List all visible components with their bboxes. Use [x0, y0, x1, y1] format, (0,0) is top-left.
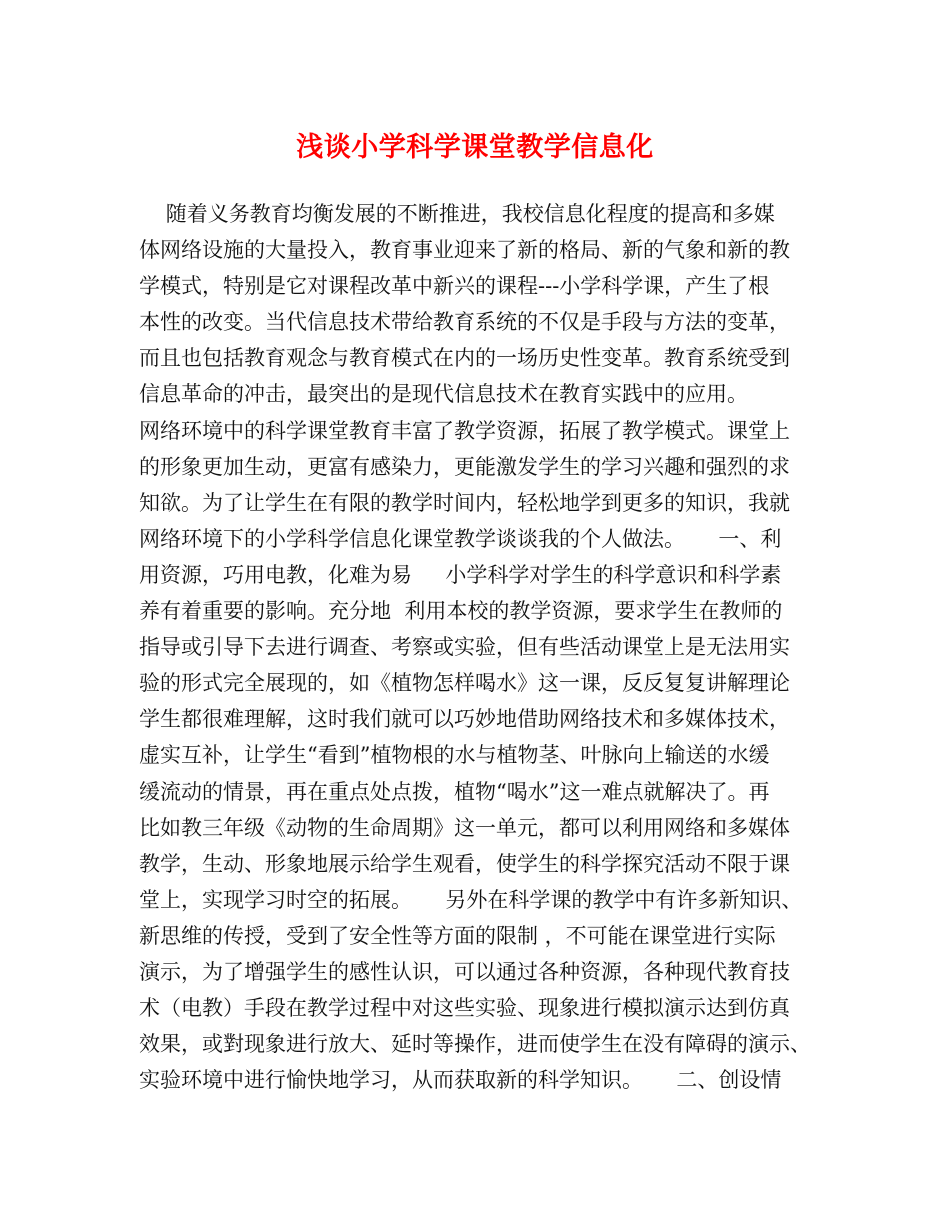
- text-line: 学模式，特别是它对课程改革中新兴的课程---小学科学课，产生了根: [139, 274, 770, 299]
- text-line: 验的形式完全展现的，如《植物怎样喝水》这一课，反反复复讲解理论: [139, 671, 790, 696]
- text-line: 教学，生动、形象地展示给学生观看，使学生的科学探究活动不限于课: [139, 851, 790, 876]
- text-line: 信息革命的冲击，最突出的是现代信息技术在教育实践中的应用。: [139, 382, 748, 407]
- text-line: 虚实互补，让学生“看到”植物根的水与植物茎、叶脉向上输送的水缓: [139, 743, 770, 768]
- text-line: 比如教三年级《动物的生命周期》这一单元，都可以利用网络和多媒体: [139, 815, 790, 840]
- text-line: 体网络设施的大量投入，教育事业迎来了新的格局、新的气象和新的教: [139, 238, 790, 263]
- text-line: 指导或引导下去进行调查、考察或实验，但有些活动课堂上是无法用实: [139, 635, 790, 660]
- text-line: 实验环境中进行愉快地学习，从而获取新的科学知识。 二、创设情: [139, 1068, 782, 1093]
- text-line: 术（电教）手段在教学过程中对这些实验、现象进行模拟演示达到仿真: [139, 996, 790, 1021]
- text-line: 本性的改变。当代信息技术带给教育系统的不仅是手段与方法的变革，: [139, 310, 790, 335]
- text-line: 知欲。为了让学生在有限的教学时间内，轻松地学到更多的知识，我就: [139, 490, 790, 515]
- text-line: 网络环境下的小学科学信息化课堂教学谈谈我的个人做法。 一、利: [139, 526, 782, 551]
- text-line: 缓流动的情景，再在重点处点拨，植物“喝水”这一难点就解决了。再: [139, 779, 770, 804]
- page-title: 浅谈小学科学课堂教学信息化: [296, 132, 654, 163]
- text-line: 用资源，巧用电教，化难为易 小学科学对学生的科学意识和科学素: [139, 562, 782, 587]
- text-line: 的形象更加生动，更富有感染力，更能激发学生的学习兴趣和强烈的求: [139, 454, 790, 479]
- text-line: 演示，为了增强学生的感性认识，可以通过各种资源，各种现代教育技: [139, 959, 790, 984]
- text-line: 效果，或對现象进行放大、延时等操作，进而使学生在没有障碍的演示、: [139, 1032, 811, 1057]
- text-line: 而且也包括教育观念与教育模式在内的一场历史性变革。教育系统受到: [139, 346, 790, 371]
- text-line: 网络环境中的科学课堂教育丰富了教学资源，拓展了教学模式。课堂上: [139, 418, 790, 443]
- text-line: 随着义务教育均衡发展的不断推进，我校信息化程度的提高和多媒: [139, 202, 775, 226]
- text-line: 新思维的传授，受到了安全性等方面的限制 ，不可能在课堂进行实际: [139, 923, 776, 948]
- body-text: [139, 196, 829, 1098]
- text-line: 养有着重要的影响。充分地 利用本校的教学资源，要求学生在教师的: [139, 599, 783, 624]
- text-line: 学生都很难理解，这时我们就可以巧妙地借助网络技术和多媒体技术，: [139, 707, 790, 732]
- text-line: 堂上，实现学习时空的拓展。 另外在科学课的教学中有许多新知识、: [139, 887, 803, 912]
